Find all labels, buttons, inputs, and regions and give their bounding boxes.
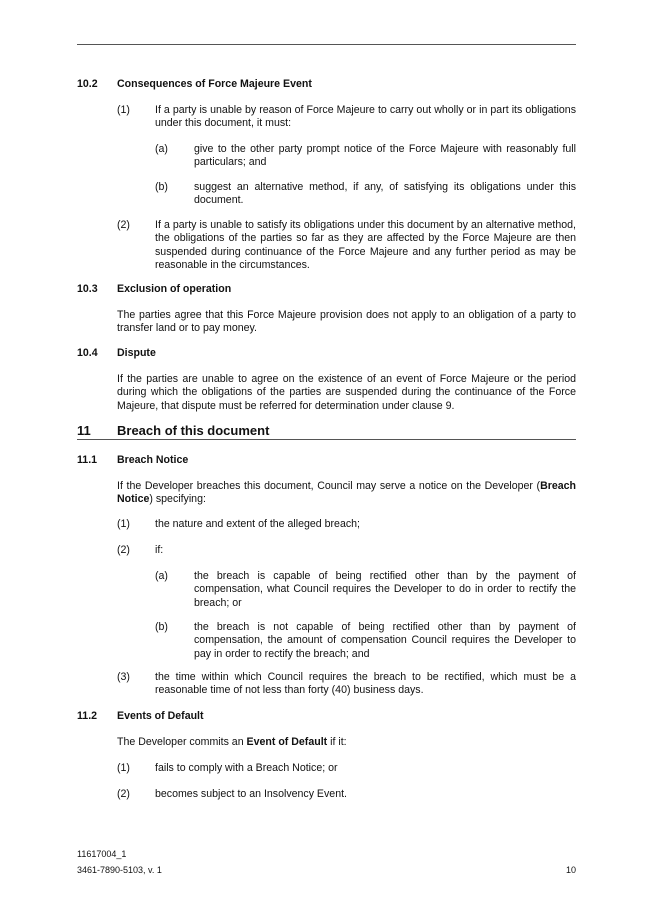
section-rule (77, 439, 576, 440)
clause-number: 10.4 (77, 347, 98, 359)
clause-number: 10.2 (77, 78, 98, 90)
clause-text: If the parties are unable to agree on the existence of an event of Force Majeure or the period during which the obligations of the parties are suspended during the continuance of the Force Majeure, that dispute must be referred for determination under clause 9. (117, 373, 576, 412)
clause-heading: Exclusion of operation (117, 283, 232, 295)
clause-text: The parties agree that this Force Majeure provision does not apply to an obligation of a party to transfer land or to pay money. (117, 309, 576, 335)
subitem-text: give to the other party prompt notice of the Force Majeure with reasonably full particulars; and (194, 143, 576, 169)
footer-version: 3461-7890-5103, v. 1 (77, 865, 162, 875)
clause-intro: The Developer commits an Event of Default if it: (117, 736, 347, 748)
clause-intro: If the Developer breaches this document, Council may serve a notice on the Developer (Breach Notice) specifying: (117, 480, 576, 506)
item-label: (1) (117, 104, 130, 116)
section-heading: Breach of this document (117, 423, 270, 438)
clause-number: 11.2 (77, 710, 98, 722)
page-number: 10 (565, 865, 576, 875)
item-label: (1) (117, 518, 130, 530)
header-rule (77, 44, 576, 45)
defined-term: Event of Default (246, 736, 328, 748)
subitem-label: (b) (155, 181, 168, 193)
subitem-label: (a) (155, 143, 168, 155)
clause-heading: Events of Default (117, 710, 204, 722)
clause-heading: Dispute (117, 347, 156, 359)
item-label: (2) (117, 788, 130, 800)
footer-doc-id: 11617004_1 (77, 849, 127, 859)
item-text: the time within which Council requires the breach to be rectified, which must be a reasonable time of not less than forty (40) business days. (155, 671, 576, 697)
item-label: (2) (117, 544, 130, 556)
clause-number: 11.1 (77, 454, 98, 466)
subitem-text: the breach is not capable of being rectified other than by payment of compensation, the amount of compensation Council requires the Developer to pay in order to rectify the breach; and (194, 621, 576, 660)
item-text: If a party is unable by reason of Force Majeure to carry out wholly or in part its obligations under this document, it must: (155, 104, 576, 130)
clause-number: 10.3 (77, 283, 98, 295)
subitem-label: (a) (155, 570, 168, 582)
item-text: if: (155, 544, 164, 556)
item-text: the nature and extent of the alleged breach; (155, 518, 360, 530)
defined-term: Breach Notice (117, 480, 576, 506)
clause-heading: Breach Notice (117, 454, 189, 466)
item-label: (2) (117, 219, 130, 231)
subitem-text: suggest an alternative method, if any, of satisfying its obligations under this document. (194, 181, 576, 207)
item-text: becomes subject to an Insolvency Event. (155, 788, 347, 800)
subitem-text: the breach is capable of being rectified other than by the payment of compensation, what Council requires the Developer to do in order to rectify the breach; or (194, 570, 576, 609)
item-label: (3) (117, 671, 130, 683)
subitem-label: (b) (155, 621, 168, 633)
item-text: fails to comply with a Breach Notice; or (155, 762, 338, 774)
item-text: If a party is unable to satisfy its obligations under this document by an alternative method, the obligations of the parties so far as they are affected by the Force Majeure are then suspended during continuance of the Force Majeure and any further period as may be reasonable in the circumstances. (155, 219, 576, 271)
section-number: 11 (77, 423, 91, 438)
clause-heading: Consequences of Force Majeure Event (117, 78, 312, 90)
item-label: (1) (117, 762, 130, 774)
